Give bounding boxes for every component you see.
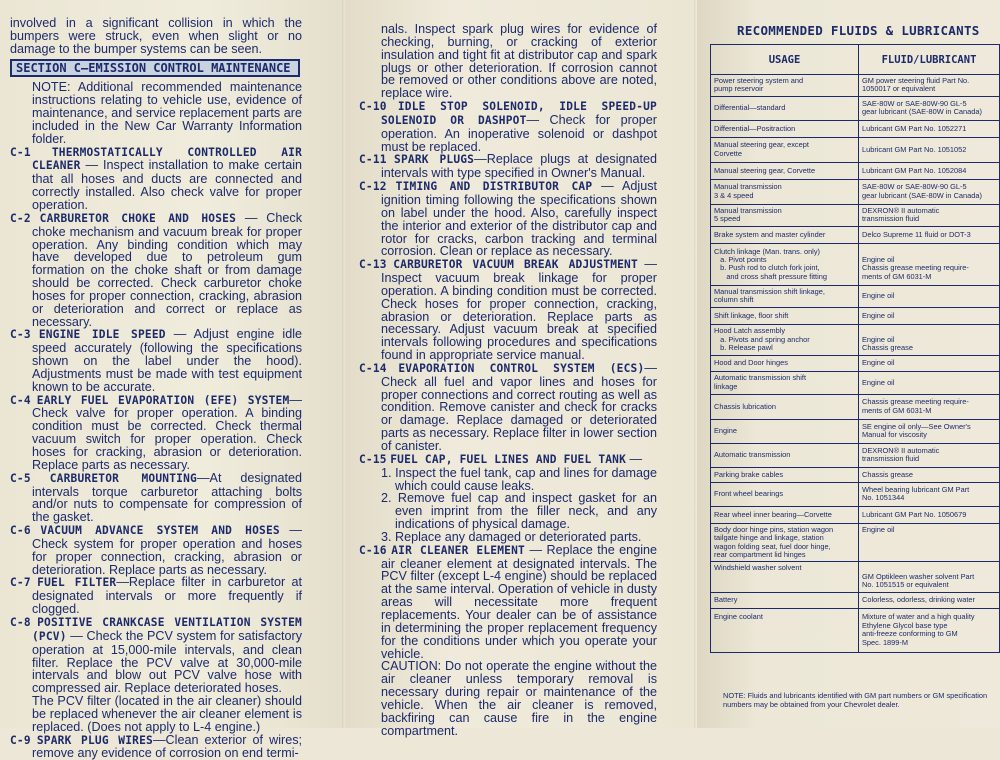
- cell-line: SE engine oil only—See Owner's: [862, 421, 971, 431]
- cell-line: Brake system and master cylinder: [714, 229, 826, 239]
- fluids-table-title: RECOMMENDED FLUIDS & LUBRICANTS: [737, 23, 980, 38]
- cell-line: [714, 639, 855, 647]
- cell-line: Manual for viscosity: [862, 430, 927, 440]
- item-c-9: [10, 734, 302, 760]
- item-heading: FUEL CAP, FUEL LINES AND FUEL TANK: [390, 452, 627, 466]
- cell-line: DEXRON® II automatic: [862, 205, 940, 215]
- item-body: —Replace filter in carburetor at designated intervals or more frequently if clogged.: [32, 575, 302, 617]
- cell-line: b. Push rod to clutch fork joint,: [714, 263, 820, 273]
- fluids-note: NOTE: Fluids and lubricants identified with GM part numbers or GM specification numbers may be obtained from your Chevrolet dealer.: [723, 691, 988, 709]
- cell-line: Lubricant GM Part No. 1052271: [862, 123, 967, 133]
- item-code: C-1: [10, 145, 31, 159]
- cell-line: Delco Supreme 11 fluid or DOT-3: [862, 229, 971, 239]
- fluid-cell: [859, 394, 1000, 419]
- cell-line: DEXRON® II automatic: [862, 445, 940, 455]
- continued-paragraph: nals. Inspect spark plug wires for evidence of checking, burning, or cracking of exterior insulation and tight fit at distributor cap and spark plugs or other deterioration. If corrosion cannot be removed or other conditions above are noted, replace wire.: [381, 22, 657, 101]
- fluid-cell: [859, 562, 1000, 592]
- table-header-row: [711, 45, 1000, 75]
- item-body: — Replace the engine air cleaner element at designated intervals. The PCV filter (except L-4 engine) should be replaced at the same interval. Operation of vehicle in dusty areas will necessitate more frequent replacements. Your dealer can be of assistance in determining the proper replacement frequency for the conditions under which you operate your vehicle.: [381, 542, 657, 661]
- c2-item-list: [359, 100, 657, 453]
- fluid-column-header: FLUID/LUBRICANT: [859, 45, 1000, 75]
- list-item: 3. Replace any damaged or deteriorated parts.: [381, 529, 642, 544]
- item-heading: AIR CLEANER ELEMENT: [391, 543, 525, 557]
- cell-line: Clutch linkage (Man. trans. only): [714, 246, 820, 256]
- table-row: [711, 467, 1000, 482]
- table-row: [711, 523, 1000, 562]
- fluids-table: [710, 44, 1000, 653]
- cell-line: ments of GM 6031-M: [862, 271, 932, 281]
- fluid-cell: [859, 204, 1000, 226]
- usage-cell: [711, 120, 859, 137]
- fluid-cell: [859, 324, 1000, 355]
- cell-line: SAE-80W or SAE-80W-90 GL-5: [862, 98, 967, 108]
- table-row: [711, 226, 1000, 243]
- page-column-1: [0, 0, 345, 760]
- table-row: [711, 96, 1000, 120]
- item-heading: CARBURETOR VACUUM BREAK ADJUSTMENT: [393, 258, 638, 272]
- cell-line: Engine oil: [862, 334, 895, 344]
- fluid-cell: [859, 137, 1000, 162]
- cell-line: a. Pivot points: [714, 254, 767, 264]
- table-row: [711, 506, 1000, 523]
- item-body: — Check the PCV system for satisfactory operation at 15,000-mile intervals, and clean filter. Replace the PCV valve at 30,000-mile intervals and blow out PCV valve hose with compressed air. Replace deteriorated hoses.: [32, 628, 302, 696]
- cell-line: transmission fluid: [862, 214, 920, 224]
- section-c-title: SECTION C—EMISSION CONTROL MAINTENANCE: [10, 59, 300, 78]
- caution-paragraph: CAUTION: Do not operate the engine without the air cleaner unless temporary removal is necessary during repair or maintenance of the vehicle. When the air cleaner is removed, backfiring can cause fire in the engine compartment.: [381, 659, 657, 738]
- table-row: [711, 324, 1000, 355]
- cell-line: GM power steering fluid Part No.: [862, 76, 970, 85]
- usage-cell: [711, 482, 859, 506]
- fluid-cell: [859, 96, 1000, 120]
- cell-line: No. 1051344: [862, 493, 905, 503]
- fluid-cell: [859, 243, 1000, 285]
- table-row: [711, 162, 1000, 179]
- item-c-5: [10, 472, 302, 524]
- cell-line: Engine coolant: [714, 612, 763, 622]
- item-c-2: [10, 212, 302, 329]
- cell-line: Chassis grease: [862, 343, 913, 352]
- cell-line: [862, 551, 996, 559]
- cell-line: Power steering system and: [714, 76, 804, 85]
- cell-line: Manual transmission shift linkage,: [714, 286, 825, 296]
- cell-line: Shift linkage, floor shift: [714, 310, 789, 320]
- cell-line: linkage: [714, 381, 738, 391]
- cell-line: [714, 622, 855, 630]
- usage-column-header: USAGE: [711, 45, 859, 75]
- cell-line: Colorless, odorless, drinking water: [862, 594, 975, 604]
- item-c-11: [359, 153, 657, 180]
- usage-cell: [711, 75, 859, 97]
- cell-line: Engine oil: [862, 358, 895, 368]
- cell-line: gear lubricant (SAE-80W in Canada): [862, 107, 982, 117]
- section-note: NOTE: Additional recommended maintenance instructions relating to vehicle use, evidence of maintenance, and service replacement parts are included in the New Car Warranty Information folder.: [32, 80, 302, 146]
- intro-paragraph: involved in a significant collision in which the bumpers were struck, even when slight or no damage to the bumper systems can be seen.: [10, 16, 302, 56]
- table-row: [711, 419, 1000, 443]
- table-row: [711, 75, 1000, 97]
- fluid-cell: [859, 467, 1000, 482]
- cell-line: Lubricant GM Part No. 1050679: [862, 509, 967, 519]
- usage-cell: [711, 592, 859, 608]
- cell-line: Rear wheel inner bearing—Corvette: [714, 509, 832, 519]
- item-heading: IDLE STOP SOLENOID, IDLE SPEED-UP SOLENOID OR DASHPOT: [381, 100, 657, 127]
- usage-cell: [711, 608, 859, 652]
- cell-line: Chassis grease: [862, 469, 913, 479]
- cell-line: GM Optikleen washer solvent Part: [862, 571, 975, 581]
- table-row: [711, 120, 1000, 137]
- usage-cell: [711, 467, 859, 482]
- table-row: [711, 482, 1000, 506]
- item-body: — Inspect vacuum break linkage for proper operation. A binding condition must be corrected. Check hoses for proper connection, cracking, abrasion or deterioration. Replace parts as necessary. Adjust vacuum break at specified intervals following procedures and specifications found in appropriate service manual.: [381, 257, 657, 363]
- fluids-table-body: [711, 75, 1000, 653]
- cell-line: anti-freeze conforming to GM: [862, 629, 958, 639]
- usage-cell: [711, 226, 859, 243]
- item-c-7: [10, 576, 302, 616]
- cell-line: SAE-80W or SAE-80W-90 GL-5: [862, 182, 967, 192]
- cell-line: Windshield washer solvent: [714, 563, 802, 573]
- item-body: — Adjust engine idle speed accurately (following the specifications shown on the label under the hood). Adjustments must be made with test equipment known to be accurate.: [32, 327, 302, 394]
- cell-line: [714, 581, 855, 589]
- item-code: C-6: [10, 524, 31, 538]
- item-code: C-9: [10, 733, 31, 747]
- item-code: C-3: [10, 328, 31, 342]
- item-c-1: [10, 146, 302, 212]
- table-row: [711, 137, 1000, 162]
- page-column-2: [345, 0, 697, 738]
- item-heading: EARLY FUEL EVAPORATION (EFE) SYSTEM: [36, 393, 290, 407]
- table-row: [711, 307, 1000, 324]
- usage-cell: [711, 443, 859, 467]
- cell-line: pump reservoir: [714, 84, 764, 94]
- cell-line: [714, 573, 855, 581]
- cell-line: Engine oil: [862, 254, 895, 264]
- cell-line: Parking brake cables: [714, 469, 784, 479]
- table-row: [711, 394, 1000, 419]
- item-code: C-12: [359, 180, 387, 194]
- item-code: C-5: [10, 471, 31, 485]
- item-body: —Clean exterior of wires; remove any evidence of corrosion on end termi-: [32, 732, 302, 760]
- item-code: C-13: [359, 258, 387, 272]
- item-c-16: [359, 544, 657, 661]
- cell-line: ments of GM 6031-M: [862, 405, 932, 415]
- item-heading: CARBURETOR CHOKE AND HOSES: [39, 211, 237, 225]
- cell-line: Manual steering gear, Corvette: [714, 165, 816, 175]
- usage-cell: [711, 307, 859, 324]
- table-row: [711, 285, 1000, 307]
- item-c-8: [10, 616, 302, 695]
- cell-line: [714, 630, 855, 638]
- cell-line: Automatic transmission shift: [714, 373, 807, 383]
- cell-line: Manual transmission: [714, 182, 782, 192]
- fluid-cell: [859, 482, 1000, 506]
- fluid-cell: [859, 371, 1000, 394]
- fluid-cell: [859, 75, 1000, 97]
- fluid-cell: [859, 162, 1000, 179]
- fluid-cell: [859, 592, 1000, 608]
- cell-line: Hood and Door hinges: [714, 358, 788, 368]
- pcv-filter-note: The PCV filter (located in the air cleaner) should be replaced whenever the air cleaner element is replaced. (Does not apply to L-4 engine.): [32, 694, 302, 734]
- item-heading: ENGINE IDLE SPEED: [38, 328, 166, 342]
- item-code: C-16: [359, 543, 387, 557]
- item-code: C-11: [359, 153, 387, 167]
- table-row: [711, 179, 1000, 204]
- fluid-cell: [859, 443, 1000, 467]
- item-heading: FUEL FILTER: [37, 576, 117, 590]
- usage-cell: [711, 562, 859, 592]
- item-body: — Inspect installation to make certain that all hoses and ducts are connected and correctly installed. Also check valve for proper operation.: [32, 158, 302, 212]
- item-heading: VACUUM ADVANCE SYSTEM AND HOSES: [40, 524, 280, 538]
- usage-cell: [711, 96, 859, 120]
- cell-line: Engine oil: [862, 310, 895, 320]
- item-c-3: [10, 328, 302, 393]
- fluid-cell: [859, 608, 1000, 652]
- cell-line: [862, 534, 996, 542]
- cell-line: Engine oil: [862, 524, 895, 534]
- fluid-cell: [859, 179, 1000, 204]
- item-c-13: [359, 258, 657, 362]
- item-body: —Replace plugs at designated intervals with type specified in Owner's Manual.: [381, 152, 658, 181]
- cell-line: Mixture of water and a high quality: [862, 612, 975, 622]
- cell-line: No. 1051515 or equivalent: [862, 580, 949, 590]
- cell-line: 5 speed: [714, 214, 741, 224]
- cell-line: Corvette: [714, 148, 742, 158]
- item-code: C-7: [10, 576, 31, 590]
- cell-line: gear lubricant (SAE-80W in Canada): [862, 190, 982, 200]
- usage-cell: [711, 355, 859, 371]
- cell-line: [862, 543, 996, 551]
- usage-cell: [711, 394, 859, 419]
- fuel-check-list: [359, 467, 657, 544]
- table-row: [711, 243, 1000, 285]
- cell-line: wagon folding seat, fuel door hinge,: [714, 541, 831, 551]
- item-heading: SPARK PLUGS: [394, 153, 475, 167]
- usage-cell: [711, 179, 859, 204]
- cell-line: and cross shaft pressure fitting: [714, 271, 827, 281]
- item-body: —Check valve for proper operation. A binding condition must be corrected. Check thermal vacuum switch for proper operation. Check hoses for cracking, abrasion or deterioration. Replace parts as necessary.: [32, 392, 302, 472]
- column-1-text: [10, 17, 302, 760]
- table-row: [711, 608, 1000, 652]
- item-heading: SPARK PLUG WIRES: [36, 733, 153, 747]
- cell-line: Hood Latch assembly: [714, 326, 786, 336]
- cell-line: Chassis grease meeting require-: [862, 263, 969, 273]
- cell-line: b. Release pawl: [714, 343, 773, 353]
- item-body: —At designated intervals torque carburetor attaching bolts and/or nuts to compensate for compression of the gasket.: [32, 470, 302, 525]
- cell-line: rear compartment lid hinges: [714, 550, 806, 560]
- usage-cell: [711, 243, 859, 285]
- cell-line: Body door hinge pins, station wagon: [714, 524, 834, 534]
- item-body: — Adjust ignition timing following the specifications shown on label under the hood. Also, carefully inspect the interior and exterior of the distributor cap and rotor for cracks, carbon tracking and terminal corrosion. Clean or replace as necessary.: [381, 179, 658, 259]
- table-row: [711, 592, 1000, 608]
- cell-line: Battery: [714, 594, 738, 604]
- cell-line: Chassis grease meeting require-: [862, 397, 969, 407]
- usage-cell: [711, 506, 859, 523]
- cell-line: Manual steering gear, except: [714, 140, 809, 150]
- list-item: 2. Remove fuel cap and inspect gasket for an even imprint from the filler neck, and any indications of physical damage.: [381, 491, 657, 532]
- item-c-15: [359, 453, 657, 467]
- cell-line: Engine: [714, 426, 738, 436]
- item-body: —: [626, 451, 643, 466]
- item-heading: TIMING AND DISTRIBUTOR CAP: [395, 180, 593, 194]
- item-c-14: [359, 362, 657, 453]
- usage-cell: [711, 371, 859, 394]
- item-code: C-10: [359, 100, 387, 114]
- usage-cell: [711, 324, 859, 355]
- table-row: [711, 562, 1000, 592]
- fluid-cell: [859, 120, 1000, 137]
- cell-line: Lubricant GM Part No. 1051052: [862, 144, 967, 154]
- item-code: C-15: [359, 452, 387, 466]
- usage-cell: [711, 523, 859, 562]
- usage-cell: [711, 419, 859, 443]
- cell-line: Differential—standard: [714, 103, 786, 113]
- usage-cell: [711, 285, 859, 307]
- cell-line: Spec. 1899-M: [862, 637, 909, 647]
- cell-line: Chassis lubrication: [714, 401, 777, 411]
- cell-line: Automatic transmission: [714, 450, 791, 460]
- item-code: C-14: [359, 361, 387, 375]
- fluid-cell: [859, 506, 1000, 523]
- item-code: C-2: [10, 211, 31, 225]
- fluid-cell: [859, 355, 1000, 371]
- fluid-cell: [859, 523, 1000, 562]
- item-body: — Check choke mechanism and vacuum break for proper operation. Any binding condition which may have developed due to petroleum gum formation on the choke shaft or from damage should be corrected. Check carburetor choke hoses for proper connection, cracking, abrasion or deterioration and correct or replace as necessary.: [32, 210, 302, 329]
- cell-line: Wheel bearing lubricant GM Part: [862, 484, 970, 494]
- column-2-text: [359, 23, 657, 737]
- cell-line: Differential—Positraction: [714, 123, 796, 133]
- fluid-cell: [859, 285, 1000, 307]
- fluid-cell: [859, 226, 1000, 243]
- item-heading: POSITIVE CRANKCASE VENTILATION SYSTEM (PCV): [32, 615, 302, 643]
- usage-cell: [711, 137, 859, 162]
- item-c-4: [10, 394, 302, 472]
- list-item: 1. Inspect the fuel tank, cap and lines for damage which could cause leaks.: [381, 465, 657, 493]
- item-c-6: [10, 524, 302, 576]
- usage-cell: [711, 204, 859, 226]
- cell-line: 3 & 4 speed: [714, 190, 754, 200]
- cell-line: a. Pivots and spring anchor: [714, 334, 810, 344]
- cell-line: 1050017 or equivalent: [862, 84, 936, 94]
- item-heading: THERMOSTATICALLY CONTROLLED AIR CLEANER: [32, 145, 302, 173]
- item-body: — Check system for proper operation and hoses for proper connection, cracking, abrasion or deterioration. Replace parts as necessary.: [32, 523, 303, 577]
- cell-line: Ethylene Glycol base type: [862, 620, 948, 630]
- page-column-3: [697, 0, 1000, 728]
- table-row: [711, 371, 1000, 394]
- item-c-10: [359, 100, 657, 153]
- item-heading: CARBURETOR MOUNTING: [49, 471, 197, 485]
- cell-line: Engine oil: [862, 377, 895, 387]
- cell-line: column shift: [714, 295, 754, 305]
- fluid-cell: [859, 419, 1000, 443]
- item-code: C-8: [10, 615, 31, 629]
- c1-item-list: [10, 146, 302, 695]
- table-row: [711, 443, 1000, 467]
- table-row: [711, 355, 1000, 371]
- item-c-12: [359, 180, 657, 258]
- cell-line: Engine oil: [862, 291, 895, 301]
- item-heading: EVAPORATION CONTROL SYSTEM (ECS): [398, 361, 645, 375]
- cell-line: tailgate hinge and linkage, station: [714, 533, 824, 543]
- cell-line: transmission fluid: [862, 454, 920, 464]
- item-code: C-4: [10, 393, 31, 407]
- item-body: — Check for proper operation. An inoperative solenoid or dashpot must be replaced.: [381, 112, 658, 154]
- cell-line: Manual transmission: [714, 205, 782, 215]
- table-row: [711, 204, 1000, 226]
- cell-line: Front wheel bearings: [714, 489, 784, 499]
- item-body: —Check all fuel and vapor lines and hoses for proper connections and correct routing as well as condition. Remove canister and check for cracks or damage. Replace damaged or deteriorated parts as necessary. Replace filter in lower section of canister.: [381, 360, 658, 453]
- usage-cell: [711, 162, 859, 179]
- fluid-cell: [859, 307, 1000, 324]
- cell-line: Lubricant GM Part No. 1052084: [862, 165, 967, 175]
